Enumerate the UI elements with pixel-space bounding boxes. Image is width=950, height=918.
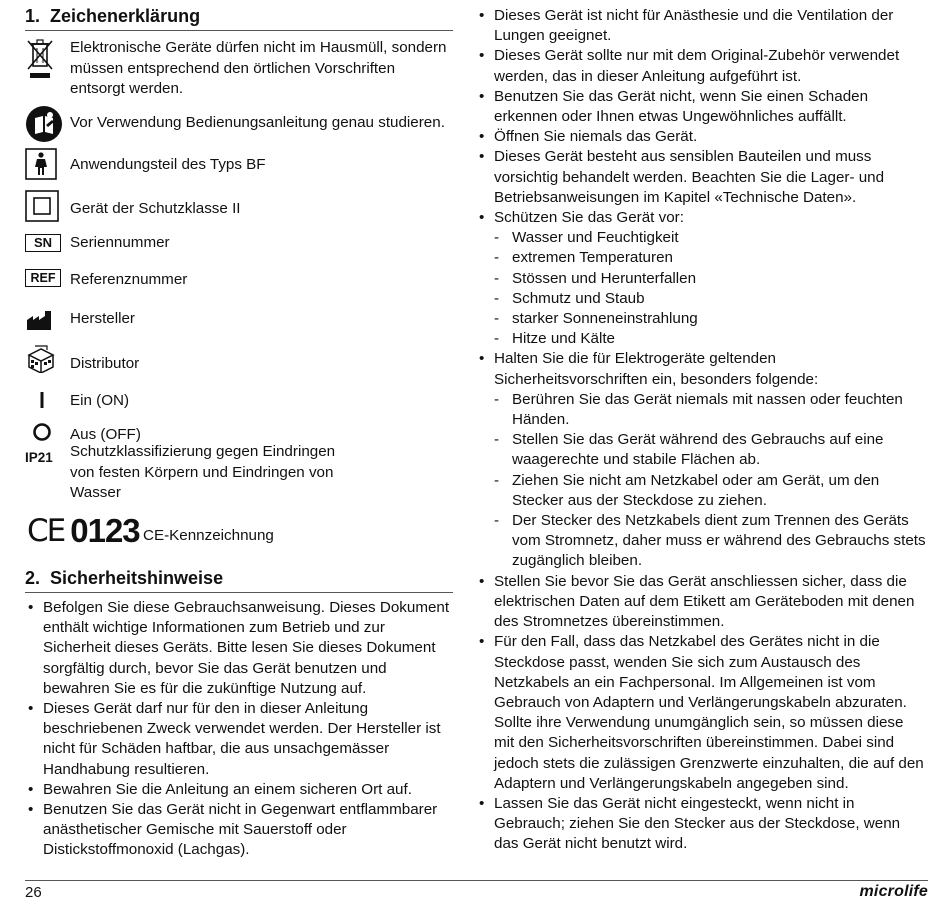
ref-icon bbox=[25, 269, 61, 287]
section2-number: 2. bbox=[25, 568, 41, 588]
symbol-row bbox=[25, 105, 453, 145]
section2-title: Sicherheitshinweise bbox=[50, 568, 224, 588]
list-item: • Öffnen Sie niemals das Gerät. bbox=[476, 127, 926, 147]
list-item: • Dieses Gerät darf nur für den in dieser Anleitung beschriebenen Zweck verwendet werden. Der Hersteller ist nicht für Schäden haftbar, die aus unsachgemässer Handhabung resultieren. bbox=[25, 699, 453, 780]
sub-list-item: - Ziehen Sie nicht am Netzkabel oder am Gerät, um den Stecker aus der Steckdose zu ziehen. bbox=[494, 471, 926, 511]
power-off-icon bbox=[25, 422, 59, 442]
wee-bin-icon bbox=[25, 38, 55, 82]
symbol-text: Anwendungsteil des Typs BF bbox=[70, 156, 266, 173]
footer-divider bbox=[25, 880, 928, 881]
section1-number: 1. bbox=[25, 6, 41, 26]
safety-list-left bbox=[25, 598, 453, 861]
distributor-icon bbox=[25, 343, 57, 373]
symbol-row bbox=[25, 145, 453, 187]
right-column bbox=[476, 6, 926, 855]
sub-list-item: - Wasser und Feuchtigkeit bbox=[494, 228, 926, 248]
sub-list-item: - Stellen Sie das Gerät während des Gebrauchs auf eine waagerechte und stabile Flächen ab. bbox=[494, 430, 926, 470]
read-manual-icon bbox=[25, 105, 63, 143]
symbol-row bbox=[25, 262, 453, 301]
power-on-icon bbox=[25, 390, 59, 410]
symbol-text: Vor Verwendung Bedienungsanleitung genau studieren. bbox=[70, 114, 445, 131]
class-ii-icon bbox=[25, 190, 59, 222]
symbol-row bbox=[25, 442, 453, 508]
sub-list bbox=[494, 390, 926, 572]
manufacturer-icon bbox=[25, 309, 55, 331]
symbol-text: CE-Kennzeichnung bbox=[143, 527, 274, 544]
symbol-row bbox=[25, 341, 453, 387]
symbol-text: Gerät der Schutzklasse II bbox=[70, 200, 241, 217]
ref-label: REF bbox=[30, 270, 56, 285]
list-item: • Dieses Gerät besteht aus sensiblen Bauteilen und muss vorsichtig behandelt werden. Beachten Sie die Lager- und Betriebsanweisungen im Kapitel «Technische Daten». bbox=[476, 147, 926, 208]
list-item: • Schützen Sie das Gerät vor: - Wasser und Feuchtigkeit - extremen Temperaturen - Stössen und Herunterfallen - Schmutz und Staub - starker Sonneneinstrahlung - Hitze und Kälte bbox=[476, 208, 926, 349]
type-bf-icon bbox=[25, 148, 57, 180]
sub-list-item: - Berühren Sie das Gerät niemals mit nassen oder feuchten Händen. bbox=[494, 390, 926, 430]
symbol-row bbox=[25, 387, 453, 421]
symbol-text: Aus (OFF) bbox=[70, 426, 141, 443]
brand-logo: microlife bbox=[859, 883, 928, 900]
ce-mark-icon: CE 0123 bbox=[27, 511, 140, 549]
symbol-text: Elektronische Geräte dürfen nicht im Hausmüll, sondern müssen entsprechend den örtlichen Vorschriften entsorgt werden. bbox=[70, 39, 447, 97]
sn-icon bbox=[25, 234, 61, 252]
list-item: • Benutzen Sie das Gerät nicht in Gegenwart entflammbarer anästhetischer Gemische mit Sauerstoff oder Distickstoffmonoxid (Lachgas). bbox=[25, 800, 453, 861]
page-number: 26 bbox=[25, 884, 42, 901]
symbol-text: Schutzklassifizierung gegen Eindringen von festen Körpern und Eindringen von Wasser bbox=[70, 443, 336, 501]
section1-heading bbox=[25, 0, 453, 31]
list-item: • Bewahren Sie die Anleitung an einem sicheren Ort auf. bbox=[25, 780, 453, 800]
list-item: • Befolgen Sie diese Gebrauchsanweisung. Dieses Dokument enthält wichtige Informationen zum Betrieb und zur Sicherheit dieses Geräts. Bitte lesen Sie dieses Dokument sorgfältig durch, bevor Sie das Gerät benutzen und bewahren Sie es für die zukünftige Nutzung auf. bbox=[25, 598, 453, 699]
list-item: • Stellen Sie bevor Sie das Gerät anschliessen sicher, dass die elektrischen Daten auf dem Etikett am Geräteboden mit denen des Stromnetzes übereinstimmen. bbox=[476, 572, 926, 633]
list-item: • Lassen Sie das Gerät nicht eingesteckt, wenn nicht in Gebrauch; ziehen Sie den Stecker aus der Steckdose, wenn das Gerät nicht benutzt wird. bbox=[476, 794, 926, 855]
left-column bbox=[25, 0, 453, 861]
symbol-text: Distributor bbox=[70, 355, 140, 372]
ip-rating-label: IP21 bbox=[25, 449, 53, 465]
symbol-row bbox=[25, 225, 453, 262]
sn-label: SN bbox=[33, 234, 53, 250]
sub-list-item: - Hitze und Kälte bbox=[494, 329, 926, 349]
symbol-row bbox=[25, 38, 453, 105]
sub-list-item: - starker Sonneneinstrahlung bbox=[494, 309, 926, 329]
symbol-text: Ein (ON) bbox=[70, 392, 130, 409]
safety-list-right bbox=[476, 6, 926, 855]
symbol-row bbox=[25, 421, 453, 442]
ip-rating-icon bbox=[25, 448, 63, 468]
list-item: • Für den Fall, dass das Netzkabel des Gerätes nicht in die Steckdose passt, wenden Sie sich zum Austausch des Netzkabels an ein Fachpersonal. Im Allgemeinen ist vom Gebrauch von Adaptern und Verlängerungskabeln abzuraten. Sollte ihre Verwendung unumgänglich sein, so müssen diese mit den Sicherheitsvorschriften übereinstimmen. Dabei sind jedoch stets die zulässigen Grenzwerte einzuhalten, die auf den Adaptern und Verlängerungskabeln angegeben sind. bbox=[476, 632, 926, 794]
sub-list-item: - extremen Temperaturen bbox=[494, 248, 926, 268]
ce-notified-body-number: 0123 bbox=[70, 511, 140, 549]
symbol-text: Hersteller bbox=[70, 310, 135, 327]
symbol-text: Seriennummer bbox=[70, 234, 170, 251]
section1-title: Zeichenerklärung bbox=[50, 6, 201, 26]
sub-list-item: - Schmutz und Staub bbox=[494, 289, 926, 309]
section2-heading bbox=[25, 562, 453, 593]
symbol-text: Referenznummer bbox=[70, 271, 188, 288]
symbol-row bbox=[25, 301, 453, 341]
symbol-row bbox=[25, 508, 453, 558]
list-item: • Dieses Gerät sollte nur mit dem Original-Zubehör verwendet werden, das in dieser Anleitung aufgeführt ist. bbox=[476, 46, 926, 86]
list-item: • Halten Sie die für Elektrogeräte geltenden Sicherheitsvorschriften ein, besonders folgende: - Berühren Sie das Gerät niemals mit nassen oder feuchten Händen. - Stellen Sie das Gerät während des Gebrauchs auf eine waagerechte und stabile Flächen ab. - Ziehen Sie nicht am Netzkabel oder am Gerät, um den Stecker aus der Steckdose zu ziehen. - Der Stecker des Netzkabels dient zum Trennen des Geräts vom Stromnetz, daher muss er während des Gebrauchs stets zugänglich bleiben. bbox=[476, 349, 926, 571]
sub-list-item: - Stössen und Herunterfallen bbox=[494, 269, 926, 289]
symbol-row bbox=[25, 187, 453, 225]
sub-list bbox=[494, 228, 926, 349]
list-item: • Benutzen Sie das Gerät nicht, wenn Sie einen Schaden erkennen oder Ihnen etwas Ungewöhnliches auffällt. bbox=[476, 87, 926, 127]
list-item: • Dieses Gerät ist nicht für Anästhesie und die Ventilation der Lungen geeignet. bbox=[476, 6, 926, 46]
sub-list-item: - Der Stecker des Netzkabels dient zum Trennen des Geräts vom Stromnetz, daher muss er während des Gebrauchs stets zugänglich bleiben. bbox=[494, 511, 926, 572]
